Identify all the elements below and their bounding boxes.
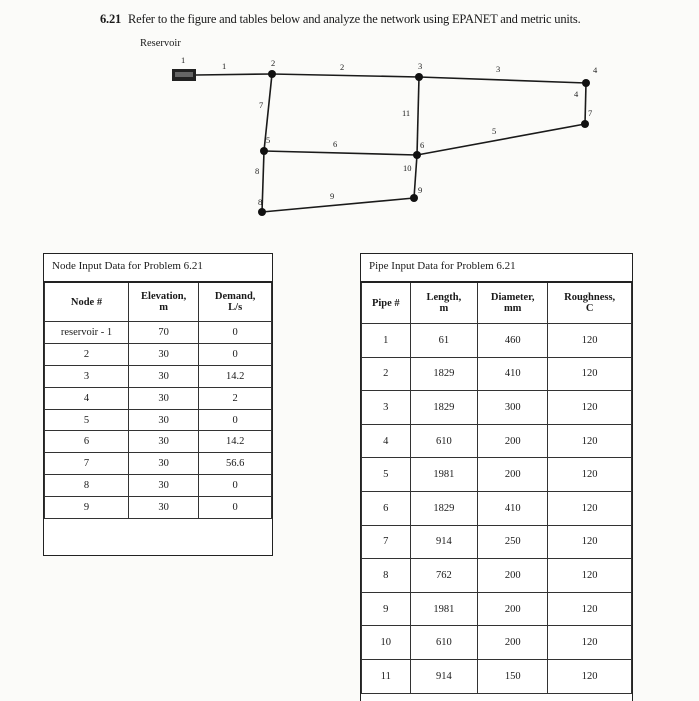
- node-row: [45, 343, 272, 365]
- node-cell: 30: [128, 409, 198, 431]
- pipe-cell: 1829: [410, 391, 478, 425]
- pipe-table-caption: Pipe Input Data for Problem 6.21: [369, 260, 516, 272]
- node-cell: 7: [45, 453, 129, 475]
- col-roughness-header: Roughness, C: [548, 282, 632, 324]
- node-input-table: [43, 253, 273, 556]
- pipe-cell: 410: [478, 491, 548, 525]
- pipe-row: [362, 391, 632, 425]
- pipe-cell: 1829: [410, 491, 478, 525]
- pipe-cell: 762: [410, 559, 478, 593]
- pipe-row: [362, 491, 632, 525]
- col-length-header: Length, m: [410, 282, 478, 324]
- pipe-cell: 200: [478, 424, 548, 458]
- pipe-cell: 3: [362, 391, 411, 425]
- pipe-label-6: 6: [333, 139, 338, 149]
- col-pipe-header: Pipe #: [362, 282, 411, 324]
- pipe-11: [417, 77, 419, 155]
- pipe-8: [262, 151, 264, 212]
- problem-text: Refer to the figure and tables below and analyze the network using EPANET and metric units.: [128, 12, 581, 26]
- pipe-label-8: 8: [255, 166, 260, 176]
- pipe-cell: 250: [478, 525, 548, 559]
- node-cell: 30: [128, 431, 198, 453]
- pipe-row: [362, 424, 632, 458]
- node-cell: 70: [128, 322, 198, 344]
- col-elevation-header: Elevation, m: [128, 282, 198, 322]
- node-label-2: 2: [271, 58, 276, 68]
- pipe-cell: 120: [548, 324, 632, 358]
- node-row: [45, 475, 272, 497]
- pipe-cell: 9: [362, 592, 411, 626]
- pipe-row: [362, 592, 632, 626]
- pipe-cell: 300: [478, 391, 548, 425]
- node-row: [45, 409, 272, 431]
- pipe-4: [585, 83, 586, 124]
- node-cell: 4: [45, 387, 129, 409]
- pipe-1: [196, 74, 272, 75]
- pipe-row: [362, 324, 632, 358]
- node-cell: 56.6: [199, 453, 272, 475]
- node-cell: 5: [45, 409, 129, 431]
- node-cell: 6: [45, 431, 129, 453]
- pipe-cell: 200: [478, 626, 548, 660]
- pipe-cell: 2: [362, 357, 411, 391]
- node-cell: 14.2: [199, 365, 272, 387]
- node-cell: 30: [128, 365, 198, 387]
- pipe-cell: 914: [410, 525, 478, 559]
- node-cell: 0: [199, 475, 272, 497]
- node-row: [45, 497, 272, 519]
- pipe-input-table: [360, 253, 633, 701]
- node-cell: 0: [199, 409, 272, 431]
- node-5: [260, 147, 268, 155]
- pipe-table-header: [362, 282, 632, 324]
- node-cell: 30: [128, 387, 198, 409]
- pipe-cell: 120: [548, 592, 632, 626]
- node-cell: 30: [128, 475, 198, 497]
- pipe-label-5: 5: [492, 126, 497, 136]
- node-row: [45, 322, 272, 344]
- col-diameter-header: Diameter, mm: [478, 282, 548, 324]
- pipe-9: [262, 198, 414, 212]
- node-cell: 8: [45, 475, 129, 497]
- node-label-9: 9: [418, 185, 423, 195]
- node-label-8: 8: [258, 197, 263, 207]
- pipe-label-3: 3: [496, 64, 501, 74]
- pipe-cell: 120: [548, 357, 632, 391]
- pipe-label-9: 9: [330, 191, 335, 201]
- pipe-cell: 120: [548, 626, 632, 660]
- node-label-3: 3: [418, 61, 423, 71]
- node-cell: 2: [199, 387, 272, 409]
- pipe-label-11: 11: [402, 108, 411, 118]
- pipe-row: [362, 659, 632, 693]
- pipe-cell: 1829: [410, 357, 478, 391]
- pipe-6: [264, 151, 417, 155]
- pipe-cell: 120: [548, 424, 632, 458]
- pipe-cell: 1: [362, 324, 411, 358]
- node-row: [45, 453, 272, 475]
- pipe-cell: 7: [362, 525, 411, 559]
- pipe-cell: 120: [548, 659, 632, 693]
- node-cell: 0: [199, 343, 272, 365]
- node-label-5: 5: [266, 135, 271, 145]
- pipe-10: [414, 155, 417, 198]
- pipe-cell: 200: [478, 458, 548, 492]
- pipe-cell: 610: [410, 424, 478, 458]
- pipe-cell: 460: [478, 324, 548, 358]
- pipe-2: [272, 74, 419, 77]
- reservoir-label: Reservoir: [140, 38, 181, 49]
- pipe-5: [417, 124, 585, 155]
- pipe-row: [362, 357, 632, 391]
- node-cell: 0: [199, 497, 272, 519]
- pipe-cell: 120: [548, 458, 632, 492]
- pipe-cell: 1981: [410, 458, 478, 492]
- node-cell: 30: [128, 497, 198, 519]
- pipe-label-10: 10: [403, 163, 412, 173]
- node-label-4: 4: [593, 65, 598, 75]
- col-demand-header: Demand, L/s: [199, 282, 272, 322]
- pipe-label-2: 2: [340, 62, 345, 72]
- node-table-header: [45, 282, 272, 322]
- pipe-cell: 6: [362, 491, 411, 525]
- node-cell: 14.2: [199, 431, 272, 453]
- node-6: [413, 151, 421, 159]
- node-7: [581, 120, 589, 128]
- pipe-label-7: 7: [259, 100, 264, 110]
- node-8: [258, 208, 266, 216]
- node-row: [45, 387, 272, 409]
- node-cell: reservoir - 1: [45, 322, 129, 344]
- pipe-cell: 11: [362, 659, 411, 693]
- pipe-cell: 150: [478, 659, 548, 693]
- pipe-cell: 200: [478, 559, 548, 593]
- pipe-cell: 120: [548, 525, 632, 559]
- node-row: [45, 431, 272, 453]
- col-node-header: Node #: [45, 282, 129, 322]
- pipe-row: [362, 626, 632, 660]
- pipe-cell: 61: [410, 324, 478, 358]
- pipe-cell: 914: [410, 659, 478, 693]
- pipe-cell: 10: [362, 626, 411, 660]
- node-cell: 2: [45, 343, 129, 365]
- node-label-7: 7: [588, 108, 593, 118]
- network-figure: [0, 0, 699, 250]
- node-label-6: 6: [420, 140, 425, 150]
- pipe-cell: 410: [478, 357, 548, 391]
- pipe-cell: 4: [362, 424, 411, 458]
- pipe-cell: 120: [548, 491, 632, 525]
- pipe-row: [362, 525, 632, 559]
- node-cell: 30: [128, 343, 198, 365]
- pipe-cell: 200: [478, 592, 548, 626]
- node-cell: 0: [199, 322, 272, 344]
- node-row: [45, 365, 272, 387]
- pipe-row: [362, 458, 632, 492]
- node-label-1: 1: [181, 55, 186, 65]
- node-9: [410, 194, 418, 202]
- pipe-label-4: 4: [574, 89, 579, 99]
- problem-number: 6.21: [100, 12, 122, 26]
- node-cell: 30: [128, 453, 198, 475]
- pipe-cell: 1981: [410, 592, 478, 626]
- node-cell: 9: [45, 497, 129, 519]
- node-4: [582, 79, 590, 87]
- pipe-cell: 120: [548, 559, 632, 593]
- pipe-cell: 5: [362, 458, 411, 492]
- node-cell: 3: [45, 365, 129, 387]
- node-3: [415, 73, 423, 81]
- node-table-caption: Node Input Data for Problem 6.21: [52, 260, 203, 272]
- pipe-label-1: 1: [222, 61, 227, 71]
- pipe-cell: 610: [410, 626, 478, 660]
- pipe-3: [419, 77, 586, 83]
- node-2: [268, 70, 276, 78]
- pipe-cell: 120: [548, 391, 632, 425]
- pipe-row: [362, 559, 632, 593]
- pipe-cell: 8: [362, 559, 411, 593]
